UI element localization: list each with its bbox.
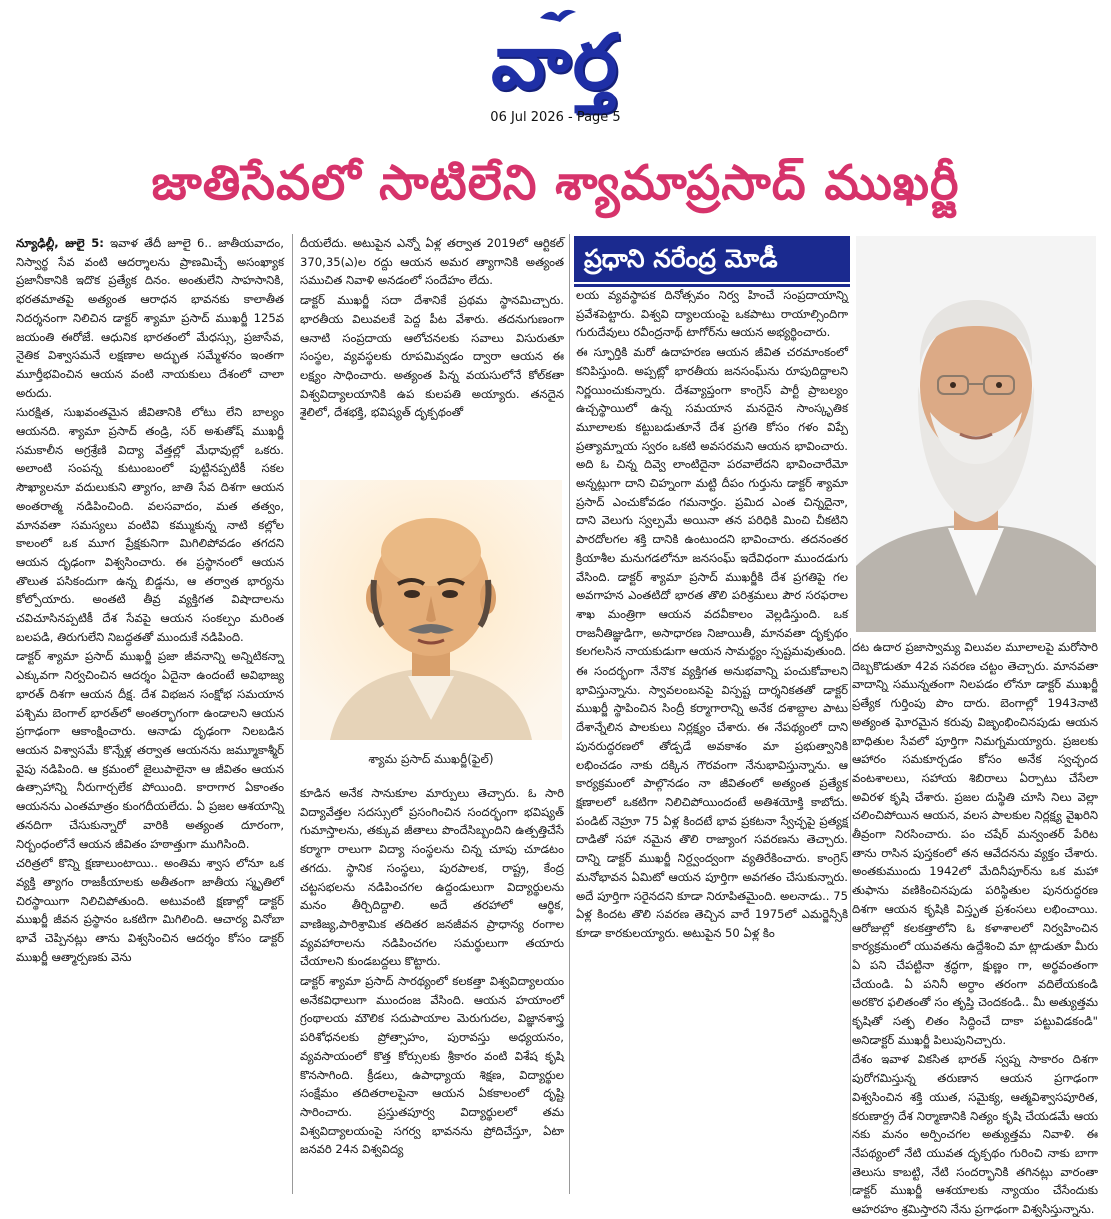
author-name: ప్రధాని నరేంద్ర మోడీ [584, 244, 778, 273]
paragraph: డాక్టర్ శ్యామా ప్రసాద్ సారథ్యంలో కలకత్తా విశ్వవిద్యాలయం అనేకవిధాలుగా ముందంజ వేసింది. ఆయన హయాంలో గ్రంథాలయ మౌలిక సదుపాయాల మెరుగుదల, విజ్ఞానశాస్త్ర పరిశోధనలకు ప్రోత్సాహం, పురావస్తు అధ్యయనం, వ్యవసాయంలో కొత్త కోర్సులకు శ్రీకారం వంటి విశేష కృషి కొనసాగింది. క్రీడలు, ఉపాధ్యాయ శిక్షణ, విద్యార్థుల సంక్షేమం తదితరాలపైనా ఆయన ఏకకాలంలో దృష్టి సారించారు. ప్రస్తుతపూర్వ విద్యార్థులలో తమ విశ్వవిద్యాలయంపై సగర్వ భావనను ప్రోదిచేస్తూ, ఏటా జనవరి 24న విశ్వవిద్య [300, 974, 564, 1157]
newspaper-logo: వార్త [491, 17, 620, 106]
mukherjee-portrait-image [300, 480, 562, 740]
paragraph: ఈ స్ఫూర్తికి మరో ఉదాహరణ ఆయన జీవిత చరమాంకంలో కనిపిస్తుంది. అప్పట్లో భారతీయ జనసంఘ్‌ను రూపుదిద్దాలని నిర్ణయించుకున్నారు. దేశవ్యాప్తంగా కాంగ్రెస్ పార్టీ ప్రాబల్యం ఉచ్చస్థాయిలో ఉన్న సమయాన మనదైన సాంస్కృతిక మూలాలకు కట్టుబడుతూనే దేశ ప్రగతి కోసం గళం విప్పే ప్రత్యామ్నాయ స్వరం ఒకటి అవసరమని ఆయన భావించారు. అది ఓ చిన్న దివ్వె లాంటిదైనా పరవాలేదని భావించారేమో అన్నట్లుగా దాని చిహ్నంగా మట్టి దీపం గుర్తును డాక్టర్ శ్యామా ప్రసాద్ ఎంచుకోవడం గమనార్హం. ప్రమిద ఎంత చిన్నదైనా, దాని వెలుగు స్వల్పమే అయినా తన పరిధికి మించి చీకటిని పారదోలగల శక్తి దానికి ఉంటుందని భావించారు. తదనంతర క్రియాశీల మనుగడలోనూ జనసంఘ్ ఇదేవిధంగా ముందడుగు వేసింది. డాక్టర్ శ్యామా ప్రసాద్ ముఖర్జీకి దేశ ప్రగతిపై గల అవగాహన ఎంతటిదో భారత తొలి పరిశ్రమలు పౌర సరఫరాల శాఖ మంత్రిగా ఆయన వదవీకాలం వెల్లడిస్తుంది. ఒక రాజనీతిజ్ఞుడిగా, అసాధారణ నిజాయితీ, మానవతా దృక్పథం కలగలసిన నాయకుడుగా ఆయన సామర్థ్యం స్పష్టమవుతుంది. [576, 345, 848, 659]
paragraph: డాక్టర్ ముఖర్జీ సదా దేశానికే ప్రథమ స్థానమిచ్చారు. భారతీయ విలువలకే పెద్ద పీట వేశారు. తదనుగుణంగా ఆనాటి సంప్రదాయ ఆలోచనలకు సవాలు విసురుతూ సంస్థల, వ్యవస్థలకు రూపమివ్వడం ద్వారా ఆయన ఈ లక్ష్యం సాధించారు. అత్యంత పిన్న వయసులోనే కోల్‌కతా విశ్వవిద్యాలయానికి ఉప కులపతి అయ్యారు. తనదైన శైలిలో, దేశభక్తి, భవిష్యత్ దృక్పథంతో [300, 293, 564, 420]
edition-date-page: 06 Jul 2026 - Page 5 [490, 110, 621, 125]
article-column-2-continued [300, 784, 564, 1196]
column-divider [292, 234, 293, 1194]
column-divider [569, 234, 570, 1194]
paragraph: ఈ సందర్భంగా నేనొక వ్యక్తిగత అనుభవాన్ని పంచుకోవాలని భావిస్తున్నాను. స్వావలంబనపై విస్పష్ట దార్శనికతతో డాక్టర్ ముఖర్జీ స్థాపించిన సింద్రీ కర్మాగారాన్ని అనేక దశాబ్దాల పాటు దేశాన్నేలిన పాలకులు నిర్లక్ష్యం చేశారు. ఈ నేపథ్యంలో దాని పునరుద్ధరణలో తోడ్పడే అవకాశం మా ప్రభుత్వానికి లభించడం నాకు దక్కిన గౌరవంగా నేనుభావిస్తున్నాను. ఆ కార్యక్రమంలో పాల్గొనడం నా జీవితంలో అత్యంత ప్రత్యేక క్షణాలలో ఒకటిగా నిలిచిపోయిందంటే అతిశయోక్తి కాబోదు. పండిట్ నెహ్రూ 75 ఏళ్ల కిందటే భావ ప్రకటనా స్వేచ్ఛపై ప్రత్యక్ష దాడితో సహా నమైన తొలి రాజ్యాంగ సవరణను తెచ్చారు. దాన్ని డాక్టర్ ముఖర్జీ నిర్ద్వంద్వంగా వ్యతిరేకించారు. కాంగ్రెస్ మనోభావన ఏమిటో ఆయన పూర్తిగా అవగతం చేసుకున్నారు. అదే పూర్తిగా సరైనదని కూడా నిరూపితమైంది. అలనాడు.. 75 ఏళ్ల కిందట తొలి సవరణ తెచ్చిన వారే 1975లో ఎమర్జెన్సీకి కూడా కారకులయ్యారు. అటుపైన 50 ఏళ్ల కిం [576, 664, 848, 940]
author-portrait-illustration [856, 236, 1096, 632]
article-column-3 [576, 286, 848, 1196]
author-byline [574, 236, 850, 282]
paragraph: చరిత్రలో కొన్ని క్షణాలుంటాయి.. అంతిమ శ్వాస లోనూ ఒక వ్యక్తి త్యాగం రాజకీయాలకు అతీతంగా జాతీయ స్మృతిలో చిరస్థాయిగా నిలిచిపోతుంది. అటువంటి క్షణాల్లో డాక్టర్ ముఖర్జీ జీవన ప్రస్థానం ఒకటిగా మిగిలింది. ఆచార్య వినోబా భావే చెప్పినట్లు తాను విశ్వసించిన ఆదర్శం కోసం డాక్టర్ ముఖర్జీ ఆత్మార్పణకు వెను [16, 856, 284, 964]
paragraph: లయ వ్యవస్థాపక దినోత్సవం నిర్వ హించే సంప్రదాయాన్ని ప్రవేశపెట్టారు. విశ్వవి ద్యాలయంపై ఒకపాటు రాయాల్సిందిగా గురుదేవులు రవీంద్రనాథ్ టాగోర్‌ను ఆయన అభ్యర్థించారు. [576, 288, 848, 340]
paragraph: దట ఉదార ప్రజాస్వామ్య విలువల మూలాలపై మరోసారి దెబ్బకొడుతూ 42వ సవరణ చట్టం తెచ్చారు. మానవతా వాదాన్ని సమున్నతంగా నిలపడం లోనూ డాక్టర్ ముఖర్జీ ప్రత్యేక గుర్తింపు పొం దారు. బెంగాల్లో 1943నాటి అత్యంత ఘోరమైన కరువు విజృంభించినపుడు ఆయన బాధితుల సేవలో పూర్తిగా నిమగ్నమయ్యారు. ప్రజలకు ఆహారం సమకూర్చడం కోసం అనేక స్వచ్ఛంద వంటశాలలు, సహాయ శిబిరాలు ఏర్పాటు చేసేలా అవిరళ కృషి చేశారు. ప్రజల దుస్థితి చూసి నిలు వెల్లా చలించిపోయిన ఆయన, వలస పాలకుల నిర్లక్ష్య వైఖరిని తీవ్రంగా నిరసించారు. పం చషేర్ మన్వంతర్ పేరిట తాను రాసిన పుస్తకంలో తన ఆవేదనను వ్యక్తం చేశారు. అంతకుముందు 1942లో మేదినీపూర్‌ను ఒక మహా తుఫాను వణికించినపుడు పరిస్థితుల పునరుద్ధరణ దిశగా ఆయన కృషికి విస్తృత ప్రశంసలు లభించాయి. ఆరోజుల్లో కలకత్తాలోని ఓ కళాశాలలో నిర్వహించిన కార్యక్రమంలో యువతను ఉద్దేశించి మా ట్లాడుతూ మీరు ఏ పని చేపట్టినా శ్రద్ధగా, క్షుణ్ణం గా, అర్థవంతంగా చేయండి. ఏ పనినీ అర్ధాం తరంగా వదిలేయకండి అరకొర ఫలితంతో సం తృప్తి చెందకండి.. మీ అత్యుత్తమ కృషితో సత్ఫ లితం సిద్ధించే దాకా పట్టువిడకండి" అనిడాక్టర్ ముఖర్జీ పిలుపునిచ్చారు. [852, 640, 1098, 1047]
photo-caption: శ్యామ ప్రసాద్ ముఖర్జీ(ఫైల్) [368, 752, 494, 766]
portrait-illustration [300, 480, 562, 740]
article-headline: జాతిసేవలో సాటిలేని శ్యామాప్రసాద్ ముఖర్జీ [151, 155, 960, 211]
paragraph: దేశం ఇవాళ వికసిత భారత్ స్వప్న సాకారం దిశగా పురోగమిస్తున్న తరుణాన ఆయన ప్రగాఢంగా విశ్వసించిన శక్తి యుత, సమైక్య, ఆత్మవిశ్వాసపూరిత, కరుణార్ద్ర దేశ నిర్మాణానికి నిత్యం కృషి చేయడమే ఆయ నకు మనం అర్పించగల అత్యుత్తమ నివాళి. ఈ నేపథ్యంలో నేటి యువత దృక్పథం గురించి నాకు బాగా తెలుసు కాబట్టి, నేటి సందర్భానికి తగినట్లు వారంతా డాక్టర్ ముఖర్జీ ఆశయాలకు న్యాయం చేసేందుకు ఆహరహం శ్రమిస్తారని నేను ప్రగాఢంగా విశ్వసిస్తున్నాను. [852, 1052, 1098, 1217]
paragraph: సురక్షిత, సుఖవంతమైన జీవితానికి లోటు లేని బాల్యం ఆయనది. శ్యామా ప్రసాద్ తండ్రి, సర్ అశుతోష్ ముఖర్జీ సమకాలీన అగ్రశ్రేణి విద్యా వేత్తల్లో మేధావుల్లో ఒకరు. అలాంటి సంపన్న కుటుంబంలో పుట్టినప్పటికీ సకల సౌఖ్యాలనూ వదులుకుని త్యాగం, జాతి సేవ దిశగా ఆయన అంతరాత్మ నడిపించింది. వలసవాదం, మత తత్వం, మానవతా సమస్యలు వంటివి కమ్ముకున్న నాటి కల్లోల కాలంలో ఒక మూగ ప్రేక్షకునిగా మిగిలిపోవడం తగదని ఆయన దృఢంగా విశ్వసించారు. ఈ ప్రస్థానంలో ఆయన తొలుత పసికందుగా ఉన్న బిడ్డను, ఆ తర్వాత భార్యను కోల్పోయారు. అంతటి తీవ్ర వ్యక్తిగత విషాదాలను చవిచూసినప్పటికీ దేశ సేవపై ఆయన సంకల్పం మరింత బలపడి, తిరుగులేని నిబద్ధతతో ముందుకే నడిపింది. [16, 405, 284, 644]
paragraph: డాక్టర్ శ్యామా ప్రసాద్ ముఖర్జీ ప్రజా జీవనాన్ని అన్నిటికన్నా ఎక్కువగా నిర్వచించిన ఆదర్శం ఏదైనా ఉందంటే అవిభాజ్య భారత్ దిశగా ఆయన దీక్ష. దేశ విభజన సంక్షోభ సమయాన పశ్చిమ బెంగాల్ భారత్‌లో అంతర్భాగంగా ఉండాలని ఆయన ప్రగాఢంగా ఆకాంక్షించారు. ఆనాడు దృఢంగా నిలబడిన ఆయన విశ్వాసమే కొన్నేళ్ల తర్వాత ఆయనను జమ్మూకాశ్మీర్ వైపు నడిపింది. ఆ క్రమంలో జైలుపాలైనా ఆ జీవితం ఆయన ఉత్సాహాన్ని నీరుగార్చలేక పోయింది. కారాగార ఏకాంతం ఆయనను ఎంతమాత్రం కుంగదీయలేదు. ఏ ప్రజల ఆశయాన్ని తనదిగా చేసుకున్నారో వారికి అత్యంత దూరంగా, నిర్బంధంలోనే ఆయన జీవితం హఠాత్తుగా ముగిసింది. [16, 649, 284, 851]
dateline: న్యూఢిల్లీ, జులై 5: [16, 236, 104, 250]
column-divider [850, 638, 851, 1196]
paragraph: దీయలేదు. అటుపైన ఎన్నో ఏళ్ల తర్వాత 2019లో ఆర్టికల్ 370,35(ఎ)ల రద్దు ఆయన అమర త్యాగానికి అత్యంత సముచిత నివాళి అనడంలో సందేహం లేదు. [300, 236, 564, 288]
paragraph-text: ఇవాళ తేదీ జూలై 6.. జాతీయవాదం, నిస్వార్థ సేవ వంటి ఆదర్శాలను ప్రాణమిచ్చే అసంఖ్యాక ప్రజానీకానికి ఇదొక ప్రత్యేక దినం. అంతులేని సాహసానికి, భరతమాతపై అత్యంత ఆరాధన భావనకు కాలాతీత నిదర్శనంగా నిలిచిన డాక్టర్ శ్యామా ప్రసాద్ ముఖర్జీ 125వ జయంతి ఈరోజే. ఆధునిక భారతంలో మేధస్సు, ప్రజాసేవ, నైతిక విశ్వాసమనే లక్షణాల అద్భుత సమ్మేళనం ఇంతగా మూర్తీభవించిన ఆయన వంటి నాయకులు దేశంలో చాలా అరుదు. [16, 236, 284, 400]
article-column-2 [300, 234, 564, 474]
author-portrait-image [856, 236, 1096, 632]
paragraph: కూడిన అనేక సానుకూల మార్పులు తెచ్చారు. ఓ సారి విద్యావేత్తల సదస్సులో ప్రసంగించిన సందర్భంగా భవిష్యత్ గుమాస్తాలను, తక్కువ జీతాలు పొందేసిబ్బందిని ఉత్పత్తిచేసే కర్మాగా రాలుగా విద్యా సంస్థలను చిన్న చూపు చూడటం తగదు. స్థానిక సంస్థలు, పురపాలక, రాష్ట్ర, కేంద్ర చట్టసభలను నడిపించగల ఉద్దండులుగా విద్యార్థులను మనం తీర్చిదిద్దాలి. అదే తరహాలో ఆర్థిక, వాణిజ్య,పారిశ్రామిక తదితర జనజీవన ప్రాధాన్య రంగాల వ్యవహారాలను నడిపించగల సమర్థులుగా తయారు చేయాలని కుండబద్దలు కొట్టారు. [300, 786, 564, 969]
paragraph [16, 234, 284, 402]
masthead [0, 0, 1111, 130]
article-column-1 [16, 234, 284, 1194]
article-column-4 [852, 638, 1098, 1217]
